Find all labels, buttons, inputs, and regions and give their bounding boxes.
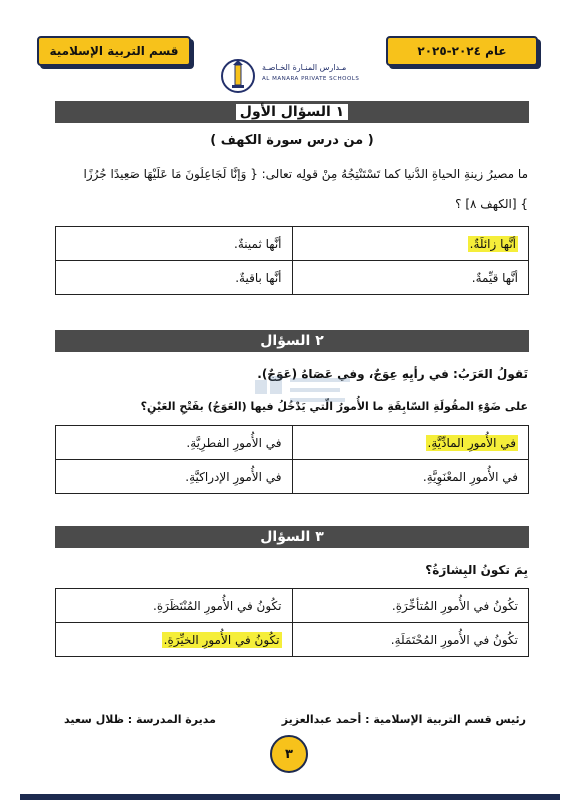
question-1-text-line2: } [الكهف ٨] ؟ (455, 197, 528, 211)
question-1-subtitle: ( من درس سورة الكهف ) (210, 133, 374, 148)
option-2a[interactable] (292, 426, 529, 460)
option-1b[interactable] (56, 227, 293, 261)
question-2-text: على ضَوْءِ المقُولَةِ السّابِقَةِ ما الأُمورُ الّتي يَدْخُلُ فيها (العَوَجُ) بفَتْحِ العَيْنِ؟ (140, 400, 528, 413)
option-text: في الأُمورِ المعْنَوِيَّةِ. (422, 469, 518, 484)
watermark-icon (250, 372, 360, 412)
logo-text-english: AL MANARA PRIVATE SCHOOLS (262, 76, 360, 82)
option-1d[interactable] (56, 261, 293, 295)
department-box (37, 36, 191, 66)
footer-divider (20, 794, 560, 800)
option-1c[interactable] (292, 261, 529, 295)
option-text: في الأُمورِ المادِّيَّةِ. (427, 435, 516, 450)
options-row (56, 589, 529, 623)
option-1a[interactable] (292, 227, 529, 261)
question-2-options (55, 425, 529, 494)
question-2-statement: تَقولُ العَرَبُ: في رأيِهِ عِوَجٌ، وفي عَصَاهُ (عَوَجٌ). (257, 367, 528, 381)
option-text: تكُونُ في الأُمورِ الخيِّرَةِ. (163, 632, 280, 647)
option-3b[interactable] (56, 589, 293, 623)
question-2-bar (55, 330, 529, 352)
question-2-title: ٢ السؤال (260, 333, 324, 349)
page-number-badge (270, 735, 308, 773)
option-text: تكُونُ في الأُمورِ المُتأخِّرَةِ. (391, 598, 518, 613)
option-text: في الأُمورِ الإدراكيَّةِ. (185, 469, 282, 484)
option-text: أنَّها قيِّمةٌ. (471, 270, 518, 285)
option-text: تكُونُ في الأُمورِ المُحْتَمَلَةِ. (390, 632, 518, 647)
question-1-title: ١ السؤال الأول (236, 104, 348, 120)
logo-text-arabic: مـدارس المنـارة الخـاصـة (262, 63, 347, 72)
option-2b[interactable] (56, 426, 293, 460)
year-box (386, 36, 538, 66)
year-label: عام ٢٠٢٤-٢٠٢٥ (417, 44, 507, 58)
option-text: أنَّها باقيةٌ. (235, 270, 282, 285)
options-row (56, 426, 529, 460)
option-text: في الأُمورِ الفطرِيَّةِ. (186, 435, 282, 450)
option-2c[interactable] (292, 460, 529, 494)
option-2d[interactable] (56, 460, 293, 494)
question-3-bar (55, 526, 529, 548)
option-3c[interactable] (292, 623, 529, 657)
option-3d[interactable] (56, 623, 293, 657)
option-3a[interactable] (292, 589, 529, 623)
option-text: أنَّها ثمينةٌ. (234, 236, 282, 251)
options-row (56, 227, 529, 261)
question-1-options (55, 226, 529, 295)
principal-signature: مديرة المدرسة : ظلال سعيد (64, 713, 216, 726)
question-1-text-line1: ما مصيرُ زينةِ الحياةِ الدُّنيا كما تَسْتَنْتِجُهُ مِنْ قولِه تعالى: { وَإِنَّا لَجَاعِلُونَ مَا عَلَيْهَا صَعِيدًا جُرُزًا (83, 167, 528, 181)
options-row (56, 623, 529, 657)
department-label: قسم التربية الإسلامية (49, 44, 179, 58)
option-text: تكُونُ في الأُمورِ المُنْتَظَرَةِ. (153, 598, 282, 613)
page-number: ٣ (285, 746, 293, 762)
options-row (56, 261, 529, 295)
options-row (56, 460, 529, 494)
option-text: أنَّها زائلَةٌ. (469, 236, 516, 251)
question-3-title: ٣ السؤال (260, 529, 324, 545)
question-1-bar (55, 101, 529, 123)
head-of-department-signature: رئيس قسم التربية الإسلامية : أحمد عبدالعزيز (281, 713, 526, 726)
question-3-options (55, 588, 529, 657)
question-3-text: بِمَ تكونُ البِشارَةُ؟ (425, 563, 528, 577)
